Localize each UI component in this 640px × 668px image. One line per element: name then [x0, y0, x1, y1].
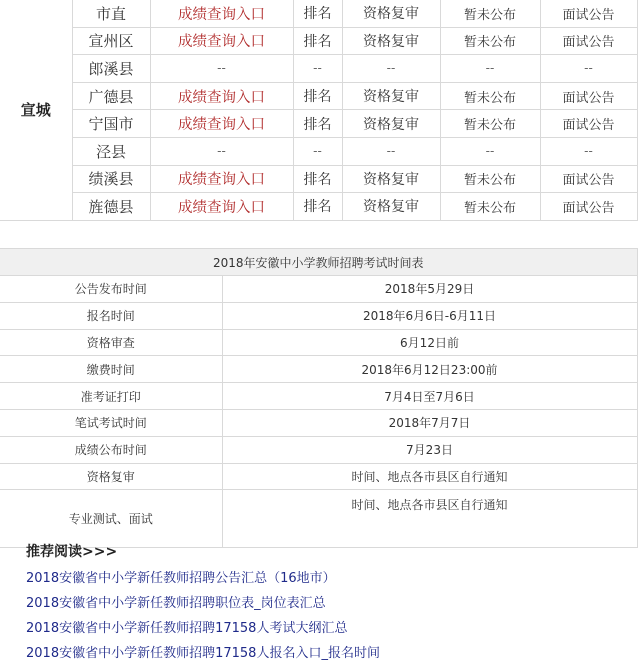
score-query-link[interactable]: 成绩查询入口 [150, 0, 293, 27]
review-placeholder: -- [342, 137, 440, 165]
score-query-placeholder: -- [150, 137, 293, 165]
review-link[interactable]: 资格复审 [342, 165, 440, 193]
table-row [0, 27, 637, 55]
rank-link[interactable]: 排名 [293, 193, 342, 221]
recommended-reading [26, 542, 380, 666]
recommended-link[interactable]: 2018安徽省中小学新任教师招聘职位表_岗位表汇总 [26, 596, 326, 611]
rank-placeholder: -- [293, 55, 342, 83]
rank-link[interactable]: 排名 [293, 165, 342, 193]
score-query-link[interactable]: 成绩查询入口 [150, 193, 293, 221]
county-name: 广德县 [72, 82, 150, 110]
schedule-value: 2018年5月29日 [222, 276, 637, 303]
review-link[interactable]: 资格复审 [342, 110, 440, 138]
table-row [0, 356, 637, 383]
table-row [0, 55, 637, 83]
table-row [0, 165, 637, 193]
county-name: 郎溪县 [72, 55, 150, 83]
table-row [0, 490, 637, 548]
schedule-label: 笔试考试时间 [0, 409, 222, 436]
schedule-value: 2018年6月6日-6月11日 [222, 302, 637, 329]
rank-link[interactable]: 排名 [293, 110, 342, 138]
interview-notice-link[interactable]: 面试公告 [540, 82, 637, 110]
table-row [0, 0, 637, 27]
schedule-label: 专业测试、面试 [0, 490, 222, 548]
recommended-reading-title: 推荐阅读>>> [26, 544, 118, 560]
rank-link[interactable]: 排名 [293, 27, 342, 55]
schedule-label: 资格复审 [0, 463, 222, 490]
table-row [0, 276, 637, 303]
schedule-header-row [0, 249, 637, 276]
rank-link[interactable]: 排名 [293, 82, 342, 110]
rank-placeholder: -- [293, 137, 342, 165]
schedule-label: 准考证打印 [0, 383, 222, 410]
city-label: 宣城 [0, 0, 72, 220]
schedule-label: 报名时间 [0, 302, 222, 329]
status-text: 暂未公布 [440, 165, 540, 193]
review-link[interactable]: 资格复审 [342, 0, 440, 27]
county-name: 绩溪县 [72, 165, 150, 193]
schedule-value: 6月12日前 [222, 329, 637, 356]
schedule-value: 时间、地点各市县区自行通知 [222, 463, 637, 490]
interview-notice-link[interactable]: 面试公告 [540, 110, 637, 138]
interview-notice-link[interactable]: 面试公告 [540, 27, 637, 55]
status-text: 暂未公布 [440, 110, 540, 138]
schedule-value: 时间、地点各市县区自行通知 [222, 490, 637, 548]
schedule-label: 资格审查 [0, 329, 222, 356]
review-link[interactable]: 资格复审 [342, 193, 440, 221]
table-row [0, 409, 637, 436]
status-text: 暂未公布 [440, 193, 540, 221]
table-row [0, 82, 637, 110]
score-query-link[interactable]: 成绩查询入口 [150, 110, 293, 138]
interview-notice-link[interactable]: 面试公告 [540, 0, 637, 27]
interview-notice-link[interactable]: 面试公告 [540, 193, 637, 221]
status-text: 暂未公布 [440, 82, 540, 110]
recommended-link[interactable]: 2018安徽省中小学新任教师招聘公告汇总（16地市） [26, 571, 336, 586]
table-row [0, 302, 637, 329]
schedule-label: 公告发布时间 [0, 276, 222, 303]
rank-link[interactable]: 排名 [293, 0, 342, 27]
table-row [0, 436, 637, 463]
county-name: 旌德县 [72, 193, 150, 221]
county-name: 泾县 [72, 137, 150, 165]
status-text: 暂未公布 [440, 0, 540, 27]
status-placeholder: -- [440, 137, 540, 165]
score-query-link[interactable]: 成绩查询入口 [150, 27, 293, 55]
recommended-link[interactable]: 2018安徽省中小学新任教师招聘17158人报名入口_报名时间 [26, 646, 380, 661]
schedule-title: 2018年安徽中小学教师招聘考试时间表 [0, 249, 637, 276]
score-query-table [0, 0, 638, 221]
county-name: 市直 [72, 0, 150, 27]
score-query-placeholder: -- [150, 55, 293, 83]
review-link[interactable]: 资格复审 [342, 27, 440, 55]
status-text: 暂未公布 [440, 27, 540, 55]
interview-placeholder: -- [540, 137, 637, 165]
exam-schedule-table [0, 248, 638, 548]
table-row [0, 193, 637, 221]
schedule-label: 成绩公布时间 [0, 436, 222, 463]
county-name: 宁国市 [72, 110, 150, 138]
schedule-value: 2018年6月12日23:00前 [222, 356, 637, 383]
status-placeholder: -- [440, 55, 540, 83]
review-placeholder: -- [342, 55, 440, 83]
table-row [0, 110, 637, 138]
county-name: 宣州区 [72, 27, 150, 55]
table-row [0, 463, 637, 490]
table-row [0, 383, 637, 410]
table-row [0, 137, 637, 165]
schedule-value: 7月4日至7月6日 [222, 383, 637, 410]
recommended-link[interactable]: 2018安徽省中小学新任教师招聘17158人考试大纲汇总 [26, 621, 348, 636]
score-query-link[interactable]: 成绩查询入口 [150, 165, 293, 193]
schedule-value: 2018年7月7日 [222, 409, 637, 436]
interview-notice-link[interactable]: 面试公告 [540, 165, 637, 193]
score-query-link[interactable]: 成绩查询入口 [150, 82, 293, 110]
table-row [0, 329, 637, 356]
schedule-value: 7月23日 [222, 436, 637, 463]
schedule-label: 缴费时间 [0, 356, 222, 383]
review-link[interactable]: 资格复审 [342, 82, 440, 110]
interview-placeholder: -- [540, 55, 637, 83]
